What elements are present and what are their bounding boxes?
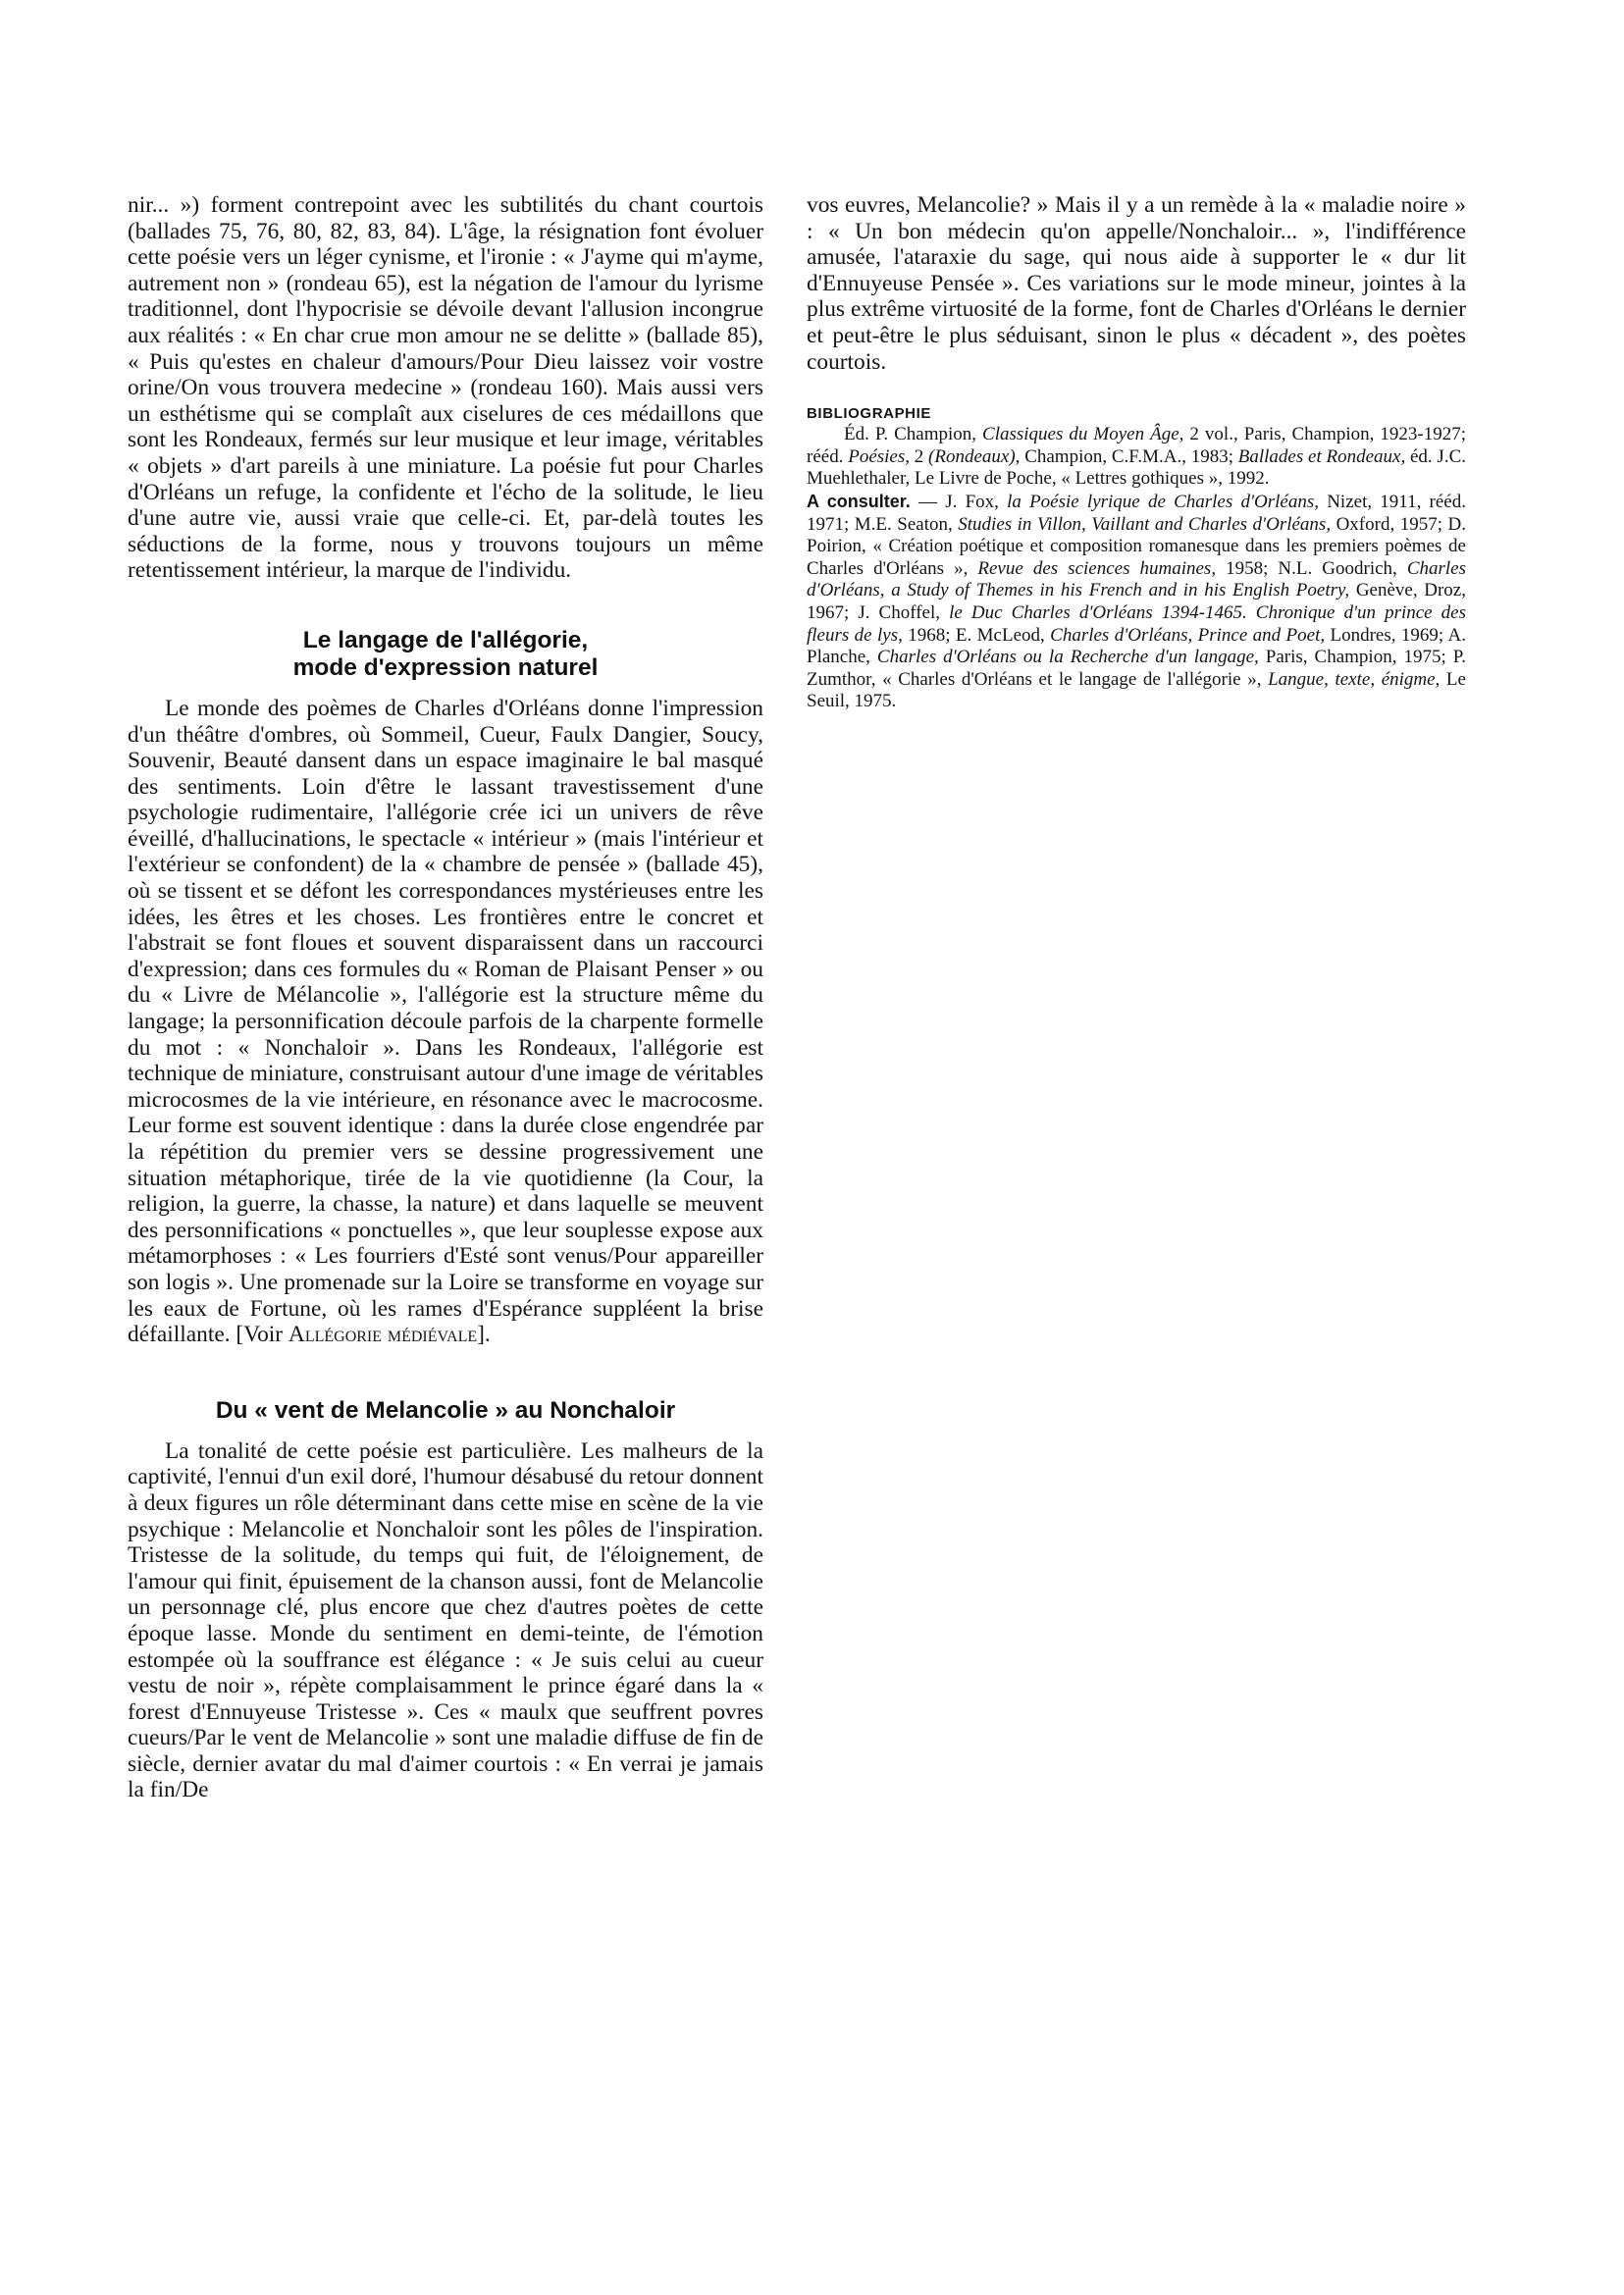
biblio-title: Studies in Villon, Vaillant and Charles d'Orléans,	[958, 513, 1332, 535]
biblio-text: éd. J.C. Muehlethaler, Le Livre de Poche, « Lettres gothiques », 1992.	[807, 445, 1466, 490]
paragraph-melancolie: La tonalité de cette poésie est particulière. Les malheurs de la captivité, l'ennui d'un exil doré, l'humour désabusé du retour donnent à deux figures un rôle déterminant dans cette mise en scène de la vie psychique : Melancolie et Nonchaloir sont les pôles de l'inspiration. Tristesse de la solitude, du temps qui fuit, de l'éloignement, de l'amour qui finit, épuisement de la chanson aussi, font de Melancolie un personnage clé, plus encore que chez d'autres poètes de cette époque lasse. Monde du sentiment en demi-teinte, de l'émotion estompée où la souffrance est élégance : « Je suis celui au cueur vestu de noir », répète complaisamment le prince égaré dans la « forest d'Ennuyeuse Tristesse ». Ces « maulx que seuffrent povres cueurs/Par le vent de Melancolie » sont une maladie diffuse de fin de siècle, dernier avatar du mal d'aimer courtois : « En verrai je jamais la fin/De	[128, 1437, 763, 1803]
biblio-text: Nizet, 1911, rééd. 1971; M.E. Seaton,	[807, 491, 1466, 535]
bibliography-consulter	[807, 491, 1466, 713]
paragraph-text: Le monde des poèmes de Charles d'Orléans donne l'impression d'un théâtre d'ombres, où Sommeil, Cueur, Faulx Dangier, Soucy, Souvenir, Beauté dansent dans un espace imaginaire le bal masqué des sentiments. Loin d'être le lassant travestissement d'une psychologie rudimentaire, l'allégorie crée ici un univers de rêve éveillé, d'hallucinations, le spectacle « intérieur » (mais l'intérieur et l'extérieur se confondent) de la « chambre de pensée » (ballade 45), où se tissent et se défont les correspondances mystérieuses entre les idées, les êtres et les choses. Les frontières entre le concret et l'abstrait se font floues et souvent disparaissent dans un raccourci d'expression; dans ces formules du « Roman de Plaisant Penser » ou du « Livre de Mélancolie », l'allégorie est la structure même du langage; la personnification découle parfois de la charpente formelle du mot : « Nonchaloir ». Dans les Rondeaux, l'allégorie est technique de miniature, construisant autour d'une image de véritables microcosmes de la vie intérieure, en résonance avec le macrocosme. Leur forme est souvent identique : dans la durée close engendrée par la répétition du premier vers se dessine progressivement une situation métaphorique, tirée de la vie quotidienne (la Cour, la religion, la guerre, la chasse, la nature) et dans laquelle se meuvent des personnifications « ponctuelles », que leur souplesse expose aux métamorphoses : « Les fourriers d'Esté sont venus/Pour appareiller son logis ». Une promenade sur la Loire se transforme en voyage sur les eaux de Fortune, où les rames d'Espérance suppléent la brise défaillante.	[128, 695, 763, 1348]
biblio-text: 2	[910, 445, 929, 467]
biblio-text: Éd. P. Champion,	[844, 424, 983, 445]
biblio-text: Champion, C.F.M.A., 1983;	[1020, 445, 1238, 467]
voir-suffix: ].	[477, 1322, 491, 1348]
left-column	[128, 192, 763, 1803]
biblio-title: Revue des sciences humaines,	[977, 557, 1217, 579]
biblio-text: 1958; N.L. Goodrich,	[1216, 557, 1407, 579]
section-heading-melancolie: Du « vent de Melancolie » au Nonchaloir	[215, 1396, 676, 1424]
biblio-text: — J. Fox,	[910, 491, 1008, 512]
biblio-title: Charles d'Orléans, a Study of Themes in his French and in his English Poetry,	[807, 557, 1467, 601]
biblio-text: Genève, Droz, 1967; J. Choffel,	[807, 580, 1466, 623]
paragraph-nonchaloir: vos euvres, Melancolie? » Mais il y a un remède à la « maladie noire » : « Un bon médecin qu'on appelle/Nonchaloir... », l'indifférence amusée, l'ataraxie du sage, qui nous aide à supporter le « dur lit d'Ennuyeuse Pensée ». Ces variations sur le mode mineur, jointes à la plus extrême virtuosité de la forme, font de Charles d'Orléans le dernier et peut-être le plus séduisant, sinon le plus « décadent », des poètes courtois.	[807, 192, 1466, 375]
biblio-text: 2 vol., Paris, Champion, 1923-1927; rééd.	[807, 424, 1466, 467]
biblio-text: 1968; E. McLeod,	[902, 624, 1051, 646]
biblio-text: Paris, Champion, 1975; P. Zumthor, « Charles d'Orléans et le langage de l'allégorie »,	[807, 647, 1466, 690]
biblio-text: Londres, 1969; A. Planche,	[807, 624, 1466, 668]
biblio-title: la Poésie lyrique de Charles d'Orléans,	[1007, 491, 1319, 512]
paragraph-allegorie	[128, 696, 763, 1348]
bibliography-editions	[807, 424, 1466, 491]
biblio-text: Oxford, 1957; D. Poirion, « Création poétique et composition romanesque dans les premiers poèmes de Charles d'Orléans »,	[807, 513, 1466, 579]
biblio-title: le Duc Charles d'Orléans 1394-1465. Chronique d'un prince des fleurs de lys,	[807, 601, 1467, 646]
consulter-label: A consulter.	[807, 491, 911, 511]
biblio-title: Charles d'Orléans ou la Recherche d'un langage,	[876, 647, 1259, 668]
voir-prefix: [Voir	[236, 1322, 288, 1348]
right-column	[807, 192, 1466, 713]
biblio-title: Classiques du Moyen Âge,	[982, 424, 1184, 445]
heading-line: Le langage de l'allégorie,	[302, 626, 589, 653]
section-heading-allegorie	[128, 627, 763, 682]
cross-reference: Allégorie médiévale	[288, 1322, 478, 1348]
biblio-title: Langue, texte, énigme,	[1268, 668, 1441, 690]
paragraph-ironie: nir... ») forment contrepoint avec les subtilités du chant courtois (ballades 75, 76, 80, 82, 83, 84). L'âge, la résignation font évoluer cette poésie vers un léger cynisme, et l'ironie : « J'ayme qui m'ayme, autrement non » (rondeau 65), est la négation de l'amour du lyrisme traditionnel, dont l'hypocrisie se dévoile devant l'allusion incongrue aux réalités : « En char crue mon amour ne se delitte » (ballade 85), « Puis qu'estes en chaleur d'amours/Pour Dieu laissez voir vostre orine/On vous trouvera medecine » (rondeau 160). Mais aussi vers un esthétisme qui se complaît aux ciselures de ces médaillons que sont les Rondeaux, fermés sur leur musique et leur image, véritables « objets » d'art pareils à une miniature. La poésie fut pour Charles d'Orléans un refuge, la confidente et l'écho de la solitude, le lieu d'une autre vie, aussi vraie que celle-ci. Et, par-delà toutes les séductions de la forme, nous y trouvons toujours un même retentissement intérieur, la marque de l'individu.	[128, 192, 763, 584]
biblio-title: Ballades et Rondeaux,	[1237, 445, 1406, 467]
bibliography-heading: BIBLIOGRAPHIE	[807, 405, 931, 423]
biblio-title: Charles d'Orléans, Prince and Poet,	[1050, 624, 1326, 646]
biblio-title: Poésies,	[848, 445, 911, 467]
biblio-title: (Rondeaux),	[928, 445, 1021, 467]
heading-line: mode d'expression naturel	[292, 653, 599, 681]
biblio-text: Le Seuil, 1975.	[807, 668, 1466, 712]
